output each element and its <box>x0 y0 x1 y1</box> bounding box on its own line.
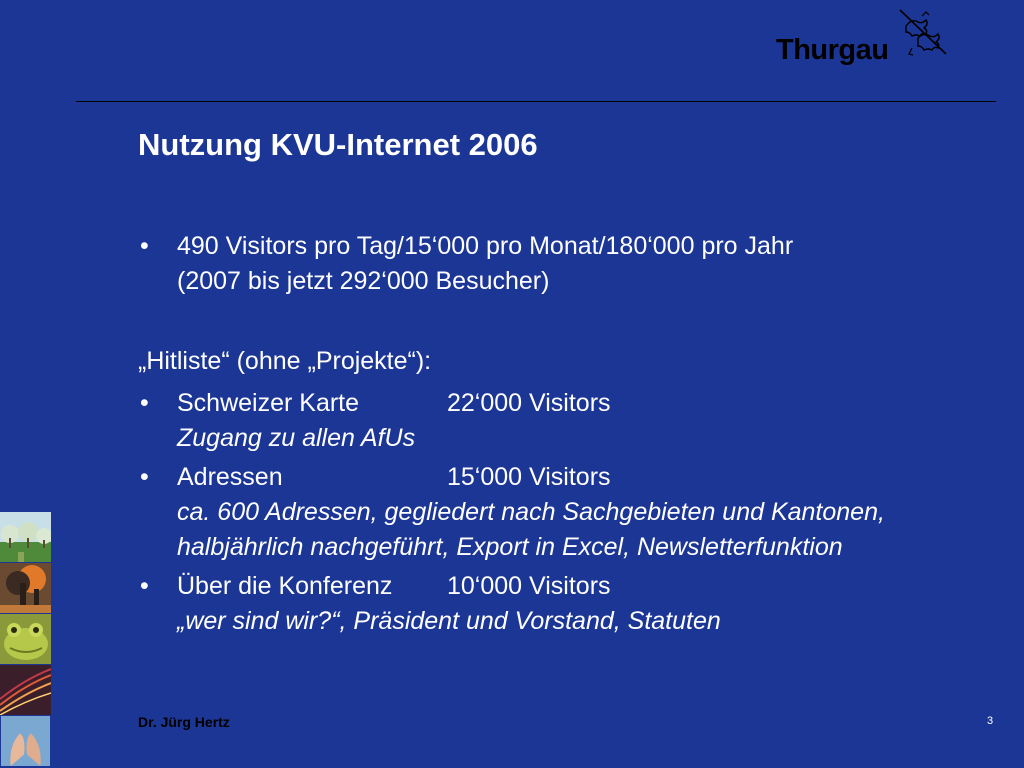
item-name: Adressen <box>177 463 283 491</box>
stats-line-2: (2007 bis jetzt 292‘000 Besucher) <box>177 267 550 295</box>
bullet-marker: • <box>140 232 149 260</box>
bullet-marker: • <box>140 389 149 417</box>
stats-line-1: 490 Visitors pro Tag/15‘000 pro Monat/180‘000 pro Jahr <box>177 232 794 260</box>
hands-photo <box>0 716 51 766</box>
item-name: Schweizer Karte <box>177 389 360 417</box>
footer-author: Dr. Jürg Hertz <box>138 714 230 730</box>
item-detail: ca. 600 Adressen, gegliedert nach Sachgebieten und Kantonen, <box>177 498 885 526</box>
item-name: Über die Konferenz <box>177 572 393 600</box>
orchard-photo <box>0 512 51 562</box>
bullet-marker: • <box>140 572 149 600</box>
frog-photo <box>0 614 51 664</box>
item-detail: Zugang zu allen AfUs <box>177 424 416 452</box>
page-number: 3 <box>987 715 994 727</box>
hitliste-heading: „Hitliste“ (ohne „Projekte“): <box>138 347 432 375</box>
item-detail: „wer sind wir?“, Präsident und Vorstand, Statuten <box>177 607 721 635</box>
light-trails-photo <box>0 665 51 715</box>
header-divider <box>76 101 996 102</box>
photo-strip <box>0 510 51 768</box>
item-detail: halbjährlich nachgeführt, Export in Excel, Newsletterfunktion <box>177 533 843 561</box>
smokestack-photo <box>0 563 51 613</box>
slide-title: Nutzung KVU-Internet 2006 <box>138 127 538 162</box>
logo-text: Thurgau <box>776 34 889 66</box>
item-visitors: 15‘000 Visitors <box>447 463 611 491</box>
bullet-marker: • <box>140 463 149 491</box>
item-visitors: 10‘000 Visitors <box>447 572 611 600</box>
thurgau-logo <box>776 8 956 72</box>
item-visitors: 22‘000 Visitors <box>447 389 611 417</box>
thurgau-lion-emblem-icon <box>892 8 948 64</box>
